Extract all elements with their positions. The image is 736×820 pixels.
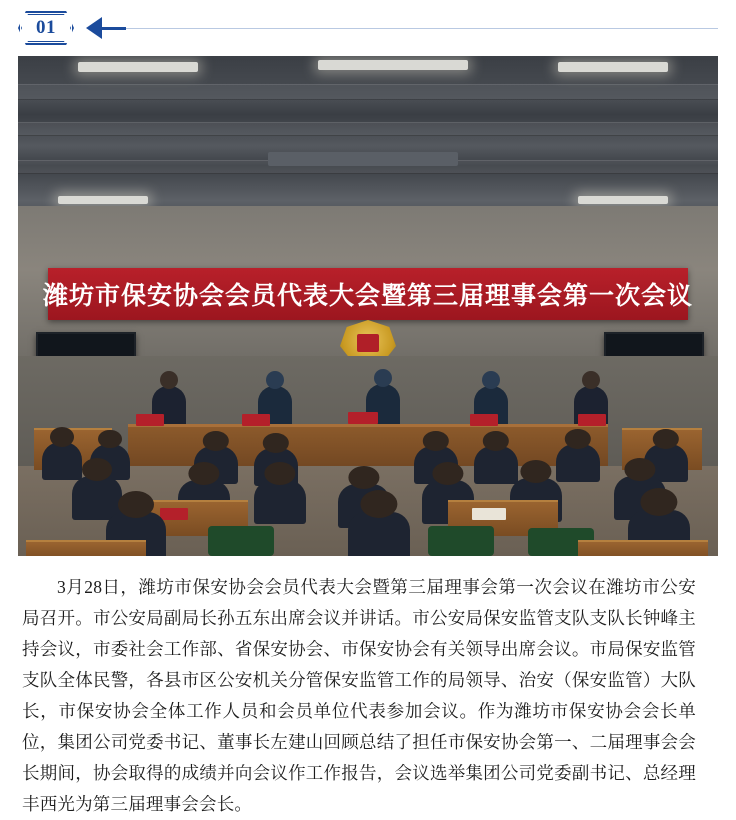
- person-head: [348, 466, 379, 489]
- name-card: [136, 414, 164, 426]
- person-head: [264, 462, 295, 485]
- meeting-banner-text: 潍坊市保安协会会员代表大会暨第三届理事会第一次会议: [43, 283, 694, 310]
- person-head: [582, 371, 600, 389]
- person-head: [98, 430, 122, 449]
- person-head: [266, 371, 284, 389]
- person-head: [203, 431, 229, 451]
- conference-photo: [18, 56, 718, 556]
- person-head: [565, 429, 591, 449]
- ceiling-light: [558, 62, 668, 72]
- person-head: [483, 431, 509, 451]
- person-head: [263, 433, 289, 453]
- article-paragraph: 3月28日，潍坊市保安协会会员代表大会暨第三届理事会第一次会议在潍坊市公安局召开。市公安局副局长孙五东出席会议并讲话。市公安局保安监管支队支队长钟峰主持会议，市委社会工作部、省保安协会、市保安协会有关领导出席会议。市局保安监管支队全体民警，各县市区公安机关分管保安监管工作的局领导、治安（保安监管）大队长，市保安协会全体工作人员和会员单位代表参加会议。作为潍坊市保安协会会长单位，集团公司党委书记、董事长左建山回顾总结了担任市保安协会第一、二届理事会会长期间，协会取得的成绩并向会议作工作报告，会议选举集团公司党委副书记、总经理丰西光为第三届理事会会长。: [22, 577, 696, 814]
- ceiling-light: [318, 60, 468, 70]
- audience-person: [254, 480, 306, 524]
- name-card: [578, 414, 606, 426]
- name-card: [470, 414, 498, 426]
- person-head: [482, 371, 500, 389]
- person-head: [360, 490, 397, 518]
- section-number-badge: [18, 11, 74, 45]
- person-head: [640, 488, 677, 516]
- section-header: [0, 0, 736, 56]
- left-arrow-icon: [86, 17, 102, 39]
- audience-person: [474, 446, 518, 484]
- section-number-label: 01: [36, 17, 56, 38]
- header-arrow-decoration: [86, 11, 718, 45]
- ceiling-light: [58, 196, 148, 204]
- name-card: [242, 414, 270, 426]
- person-head: [653, 429, 679, 449]
- name-card: [348, 412, 378, 424]
- person-head: [188, 462, 219, 485]
- ceiling-vent: [268, 152, 458, 166]
- chair-back: [428, 526, 494, 556]
- person-head: [82, 458, 112, 481]
- ceiling-light: [78, 62, 198, 72]
- audience-person: [556, 444, 600, 482]
- ceiling-panel: [18, 122, 718, 136]
- person-head: [118, 491, 154, 518]
- arrow-bar-shape: [102, 27, 126, 30]
- header-divider-line: [126, 28, 718, 29]
- audience-table: [578, 540, 708, 556]
- person-head: [160, 371, 178, 389]
- person-head: [423, 431, 449, 451]
- person-head: [50, 427, 74, 447]
- document-paper: [472, 508, 506, 520]
- person-head: [624, 458, 655, 481]
- audience-person: [42, 442, 82, 480]
- person-head: [520, 460, 551, 483]
- ceiling-panel: [18, 84, 718, 100]
- meeting-banner: [43, 268, 694, 320]
- audience-table: [26, 540, 146, 556]
- chair-back: [208, 526, 274, 556]
- name-card: [160, 508, 188, 520]
- audience-person: [348, 512, 410, 556]
- ceiling-light: [578, 196, 668, 204]
- person-head: [432, 462, 463, 485]
- person-head: [374, 369, 392, 387]
